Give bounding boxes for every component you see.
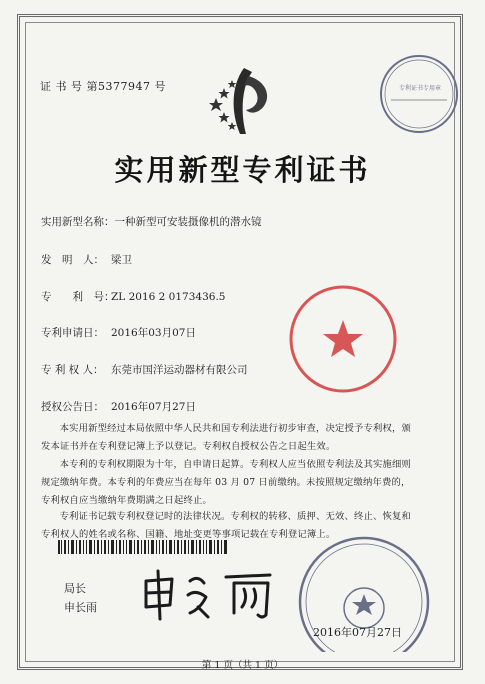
director-name: 申长雨: [64, 601, 97, 614]
body-line: 本专利的专利权期限为十年，自申请日起算。专利权人应当依照专利法及其实施细则: [59, 459, 411, 470]
utility-model-name: 一种新型可安装摄像机的潜水镜: [114, 216, 262, 228]
patentee-name: 东莞市国洋运动器材有限公司: [111, 364, 248, 376]
patentee-label: 专 利 权 人：: [41, 364, 104, 376]
inventor-row: [41, 252, 132, 267]
inventor-name: 梁卫: [111, 254, 132, 266]
certificate-seal-text: 专利证书专用章: [398, 85, 441, 92]
inventor-label: 发 明 人：: [41, 254, 104, 266]
company-seal-icon: [286, 282, 400, 396]
page-number: 第 1 页（共 1 页）: [201, 660, 284, 671]
certificate-seal-icon: [377, 52, 461, 136]
grant-paragraph: [41, 420, 447, 456]
barcode-icon: [58, 540, 228, 554]
body-line: 本实用新型经过本局依照中华人民共和国专利法进行初步审查，决定授予专利权，颁: [59, 423, 411, 434]
seal-date: 2016年07月27日: [313, 626, 402, 639]
term-paragraph: [41, 456, 447, 510]
signature-icon: [138, 567, 278, 621]
patent-number: ZL 2016 2 0173436.5: [111, 291, 226, 303]
certificate-number: 证 书 号 第5377947 号: [40, 80, 166, 93]
body-line: 专利权自应当缴纳年费期满之日起终止。: [41, 495, 212, 506]
body-line: 专利权人的姓名或名称、国籍、地址变更等事项记载在专利登记簿上。: [41, 529, 336, 540]
body-line: 规定缴纳年费。本专利的年费应当在每年 03 月 07 日前缴纳。未按照规定缴纳年费的，: [41, 477, 411, 488]
utility-model-name-row: [41, 214, 262, 229]
director-title: 局长: [64, 582, 86, 595]
patent-number-label: 专 利 号：: [41, 291, 115, 303]
grant-date-row: [41, 399, 196, 414]
filing-date: 2016年03月07日: [111, 327, 196, 339]
grant-date-label: 授权公告日：: [41, 401, 104, 413]
filing-date-row: [41, 325, 196, 340]
sipo-logo-icon: [206, 64, 280, 138]
utility-model-label: 实用新型名称：: [41, 216, 115, 228]
patent-number-row: [41, 289, 225, 304]
page-title: 实用新型专利证书: [114, 153, 371, 187]
filing-date-label: 专利申请日：: [41, 327, 104, 339]
grant-date: 2016年07月27日: [111, 401, 196, 413]
body-line: 专利证书记载专利权登记时的法律状况。专利权的转移、质押、无效、终止、恢复和: [59, 511, 411, 522]
body-line: 发本证书并在专利登记簿上予以登记。专利权自授权公告之日起生效。: [41, 441, 336, 452]
patentee-row: [41, 362, 248, 377]
